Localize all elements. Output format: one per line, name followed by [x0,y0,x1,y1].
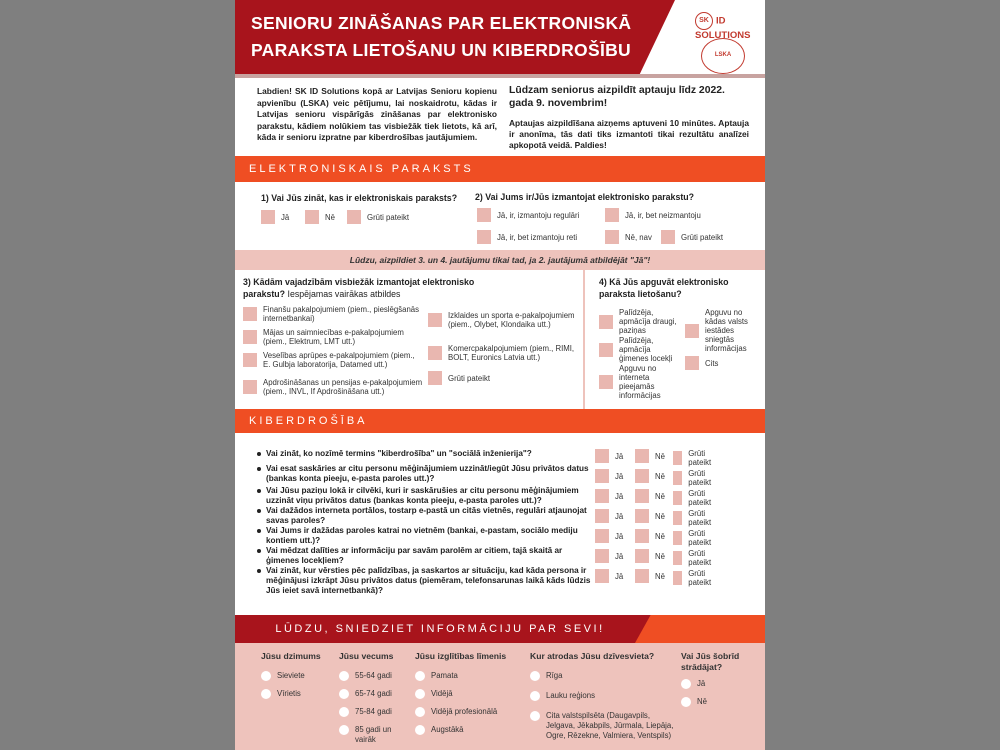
radio-sieviete[interactable]: Sieviete [261,671,333,681]
cyber-answer-option[interactable]: Jā [595,469,623,483]
radio-pamata[interactable]: Pamata [415,671,525,681]
radio-lauku[interactable]: Lauku reģions [530,691,678,701]
radio[interactable] [415,689,425,699]
radio[interactable] [415,671,425,681]
radio-riga[interactable]: Rīga [530,671,678,681]
cyber-answer-option[interactable]: Jā [595,549,623,563]
radio-work-ne[interactable]: Nē [681,697,761,707]
cyber-answer-option[interactable]: Nē [635,469,665,483]
column-divider [583,270,585,410]
q3-text: 3) Kādām vajadzībām visbiežāk izmantojat elektronisko parakstu? Iespējamas vairākas atbildes [243,277,475,299]
radio[interactable] [681,697,691,707]
q2-text: 2) Vai Jums ir/Jūs izmantojat elektronisko parakstu? [475,192,695,202]
checkbox[interactable] [243,330,257,344]
q4-option-gimene[interactable]: Palīdzēja, apmācīja ģimenes locekļi [599,336,679,363]
radio-videja-prof[interactable]: Vidējā profesionālā [415,707,525,717]
q2-option-reti[interactable]: Jā, ir, bet izmantoju reti [477,230,577,244]
section-kiberdrosiba: KIBERDROŠĪBA [235,409,765,433]
radio[interactable] [530,671,540,681]
spacer [235,182,633,188]
cyber-answer-option[interactable]: Jā [595,569,623,583]
checkbox[interactable] [243,380,257,394]
radio[interactable] [530,691,540,701]
section-about-you: LŪDZU, SNIEDZIET INFORMĀCIJU PAR SEVI! [275,623,605,635]
checkbox[interactable] [599,343,613,357]
title-line-1: SENIORU ZINĀŠANAS PAR ELEKTRONISKĀ [251,13,632,33]
checkbox[interactable] [595,529,609,543]
checkbox[interactable] [595,549,609,563]
q3-option-komerc[interactable]: Komercpakalpojumiem (piem., RIMI, BOLT, Euronics Latvia utt.) [428,344,578,362]
checkbox[interactable] [685,324,699,338]
checkbox[interactable] [673,531,682,545]
checkbox[interactable] [635,489,649,503]
radio-55-64[interactable]: 55-64 gadi [339,671,411,681]
cyber-question: Vai zināt, ko nozīmē termins "kiberdrošība" un "sociālā inženierija"? [257,449,597,464]
checkbox[interactable] [347,210,361,224]
q4-option-iestade[interactable]: Apguvu no kādas valsts iestādes sniegtās informācijas [685,308,763,353]
cyber-answer-option[interactable]: Grūti pateikt [673,549,716,567]
checkbox[interactable] [428,371,442,385]
survey-page [235,0,765,750]
q3-hint: Iespējamas vairākas atbildes [287,288,401,299]
lska-logo: LSKA [701,38,745,74]
radio[interactable] [261,689,271,699]
cyber-answer-option[interactable]: Grūti pateikt [673,489,716,507]
checkbox[interactable] [673,451,682,465]
radio[interactable] [339,671,349,681]
employment-group: Vai Jūs šobrīd strādājat? Jā Nē [681,651,761,707]
q1-option-ne[interactable]: Nē [305,210,335,224]
q3-option-izklaides[interactable]: Izklaides un sporta e-pakalpojumiem (piem., Olybet, Klondaika utt.) [428,311,578,329]
checkbox[interactable] [661,230,675,244]
radio-work-ja[interactable]: Jā [681,679,761,689]
cyber-answer-option[interactable]: Grūti pateikt [673,569,716,587]
duration-text: Aptaujas aizpildīšana aizņems aptuveni 10 minūtes. Aptauja ir anonīma, tās dati tiks izmantoti tikai rezultātu analīzei apkopotā veidā. Paldies! [509,118,749,150]
checkbox[interactable] [243,353,257,367]
instruction-note: Lūdzu, aizpildiet 3. un 4. jautājumu tikai tad, ja 2. jautājumā atbildējāt "Jā"! [235,250,765,270]
cyber-answer-option[interactable]: Nē [635,569,665,583]
checkbox[interactable] [673,471,682,485]
q3-option-apdrosinasanas[interactable]: Apdrošināšanas un pensijas e-pakalpojumiem (piem., INVL, If Apdrošināšana utt.) [243,378,423,396]
q2-option-ne-nav[interactable]: Nē, nav [605,230,652,244]
q2-option-gruti[interactable]: Grūti pateikt [661,230,723,244]
cyber-question: Vai esat saskāries ar citu personu mēģinājumiem uzzināt/iegūt Jūsu privātos datus (bankas konta pieeju, e-pasta paroles utt.)? [257,464,597,486]
checkbox[interactable] [635,569,649,583]
sk-logo-mark: SK [695,12,713,30]
cyber-answer-option[interactable]: Jā [595,449,623,463]
cyber-question: Vai Jums ir dažādas paroles katrai no vietnēm (bankai, e-pastam, sociālo mediju kontiem utt.)? [257,526,597,546]
checkbox[interactable] [635,469,649,483]
title-line-2: PARAKSTA LIETOŠANU UN KIBERDROŠĪBU [251,40,631,60]
cyber-question: Vai mēdzat dalīties ar informāciju par savām parolēm ar citiem, tajā skaitā ar ģimenes locekļiem? [257,546,597,566]
cyber-answer-option[interactable]: Nē [635,449,665,463]
checkbox[interactable] [673,571,682,585]
q3-option-finansu[interactable]: Finanšu pakalpojumiem (piem., pieslēgšanās internetbankai) [243,305,423,323]
checkbox[interactable] [599,375,613,389]
radio[interactable] [681,679,691,689]
checkbox[interactable] [599,315,613,329]
q3-option-gruti[interactable]: Grūti pateikt [428,371,578,385]
header-divider [235,74,765,78]
residence-group: Kur atrodas Jūsu dzīvesvieta? Rīga Lauku reģions Cita valstspilsēta (Daugavpils, Jelgava, Jēkabpils, Jūrmala, Liepāja, Ogre, Rēzekne, Valmiera, Ventspils) [530,651,678,741]
cyber-answer-option[interactable]: Jā [595,489,623,503]
checkbox[interactable] [595,509,609,523]
checkbox[interactable] [605,230,619,244]
radio[interactable] [261,671,271,681]
q3-option-veselibas[interactable]: Veselības aprūpes e-pakalpojumiem (piem., E. Gulbja laboratorija, Datamed utt.) [243,351,423,369]
q4-option-internets[interactable]: Apguvu no interneta pieejamās informācijas [599,364,679,400]
checkbox[interactable] [428,313,442,327]
radio[interactable] [415,725,425,735]
cyber-question: Vai Jūsu paziņu lokā ir cilvēki, kuri ir saskārušies ar citu personu mēģinājumiem uzzināt viņu privātos datus (bankas konta pieeju, e-pasta paroles utt.)? [257,486,597,506]
radio[interactable] [339,725,349,735]
cyber-answer-option[interactable]: Jā [595,509,623,523]
cyber-answer-option[interactable]: Grūti pateikt [673,509,716,527]
deadline-text: Lūdzam seniorus aizpildīt aptauju līdz 2022. gada 9. novembrim! [509,85,725,109]
radio-65-74[interactable]: 65-74 gadi [339,689,411,699]
radio-75-84[interactable]: 75-84 gadi [339,707,411,717]
age-group: Jūsu vecums 55-64 gadi 65-74 gadi 75-84 gadi 85 gadi un vairāk [339,651,411,745]
cyber-answer-option[interactable]: Nē [635,529,665,543]
radio-videja[interactable]: Vidējā [415,689,525,699]
section-band-accent [635,615,765,643]
checkbox[interactable] [635,529,649,543]
intro-deadline [509,84,749,151]
checkbox[interactable] [595,569,609,583]
section-elektroniskais-paraksts: ELEKTRONISKAIS PARAKSTS [235,156,765,182]
q3-option-majas[interactable]: Mājas un saimniecības e-pakalpojumiem (piem., Elektrum, LMT utt.) [243,328,423,346]
checkbox[interactable] [673,551,682,565]
checkbox[interactable] [428,346,442,360]
checkbox[interactable] [595,469,609,483]
checkbox[interactable] [635,509,649,523]
checkbox[interactable] [635,549,649,563]
q1-option-ja[interactable]: Jā [261,210,289,224]
q1-text: 1) Vai Jūs zināt, kas ir elektroniskais paraksts? [261,193,458,203]
q4-option-cits[interactable]: Cits [685,356,763,370]
checkbox[interactable] [305,210,319,224]
cyber-question: Vai dažādos interneta portālos, tostarp e-pastā un citās vietnēs, regulāri atjaunojat savas paroles? [257,506,597,526]
cyber-answer-option[interactable]: Nē [635,549,665,563]
checkbox[interactable] [605,208,619,222]
cyber-answer-option[interactable]: Nē [635,509,665,523]
checkbox[interactable] [685,356,699,370]
checkbox[interactable] [673,491,682,505]
checkbox[interactable] [243,307,257,321]
checkbox[interactable] [477,208,491,222]
cyber-question: Vai zināt, kur vērsties pēc palīdzības, ja saskartos ar situāciju, kad kāda persona ir mēģinājusi izkrāpt Jūsu privātos datus (piemēram, telefonsarunas laikā kāds lūdzis Jūs ieiet savā internetbankā)? [257,566,597,596]
education-group: Jūsu izglītības līmenis Pamata Vidējā Vidējā profesionālā Augstākā [415,651,525,735]
checkbox[interactable] [635,449,649,463]
radio-augstaka[interactable]: Augstākā [415,725,525,735]
radio[interactable] [339,707,349,717]
q4-text: 4) Kā Jūs apguvāt elektronisko paraksta lietošanu? [599,277,729,299]
checkbox[interactable] [261,210,275,224]
gender-group: Jūsu dzimums Sieviete Vīrietis [261,651,333,699]
cyber-answer-option[interactable]: Nē [635,489,665,503]
sk-logo: SK ID SOLUTIONS [695,12,765,41]
q1-option-gruti[interactable]: Grūti pateikt [347,210,409,224]
checkbox[interactable] [595,449,609,463]
intro-text: Labdien! SK ID Solutions kopā ar Latvijas Senioru kopienu apvienību (LSKA) veic pētījumu, lai noskaidrotu, kādas ir Latvijas senioru vispārīgās zināšanas par elektronisko parakstu, kādiem nolūkiem tas visbiežāk tiek lietots, kā arī, kāda ir senioru izpratne par kiberdrošības jautājumiem. [257,86,497,143]
cyber-answer-option[interactable]: Grūti pateikt [673,529,716,547]
q4-option-draugi[interactable]: Palīdzēja, apmācīja draugi, paziņas [599,308,679,335]
q2-option-regulari[interactable]: Jā, ir, izmantoju regulāri [477,208,579,222]
cyber-answer-option[interactable]: Grūti pateikt [673,469,716,487]
page-title [251,10,671,64]
radio-valstspilseta[interactable]: Cita valstspilsēta (Daugavpils, Jelgava, Jēkabpils, Jūrmala, Liepāja, Ogre, Rēzekne, Valmiera, Ventspils) [530,711,678,741]
radio-85-plus[interactable]: 85 gadi un vairāk [339,725,411,745]
cyber-answer-option[interactable]: Jā [595,529,623,543]
radio[interactable] [530,711,540,721]
radio[interactable] [339,689,349,699]
radio-virietis[interactable]: Vīrietis [261,689,333,699]
checkbox[interactable] [673,511,682,525]
cyber-answer-option[interactable]: Grūti pateikt [673,449,716,467]
checkbox[interactable] [477,230,491,244]
q2-option-neizmantoju[interactable]: Jā, ir, bet neizmantoju [605,208,701,222]
radio[interactable] [415,707,425,717]
checkbox[interactable] [595,489,609,503]
cyber-questions [257,449,597,596]
